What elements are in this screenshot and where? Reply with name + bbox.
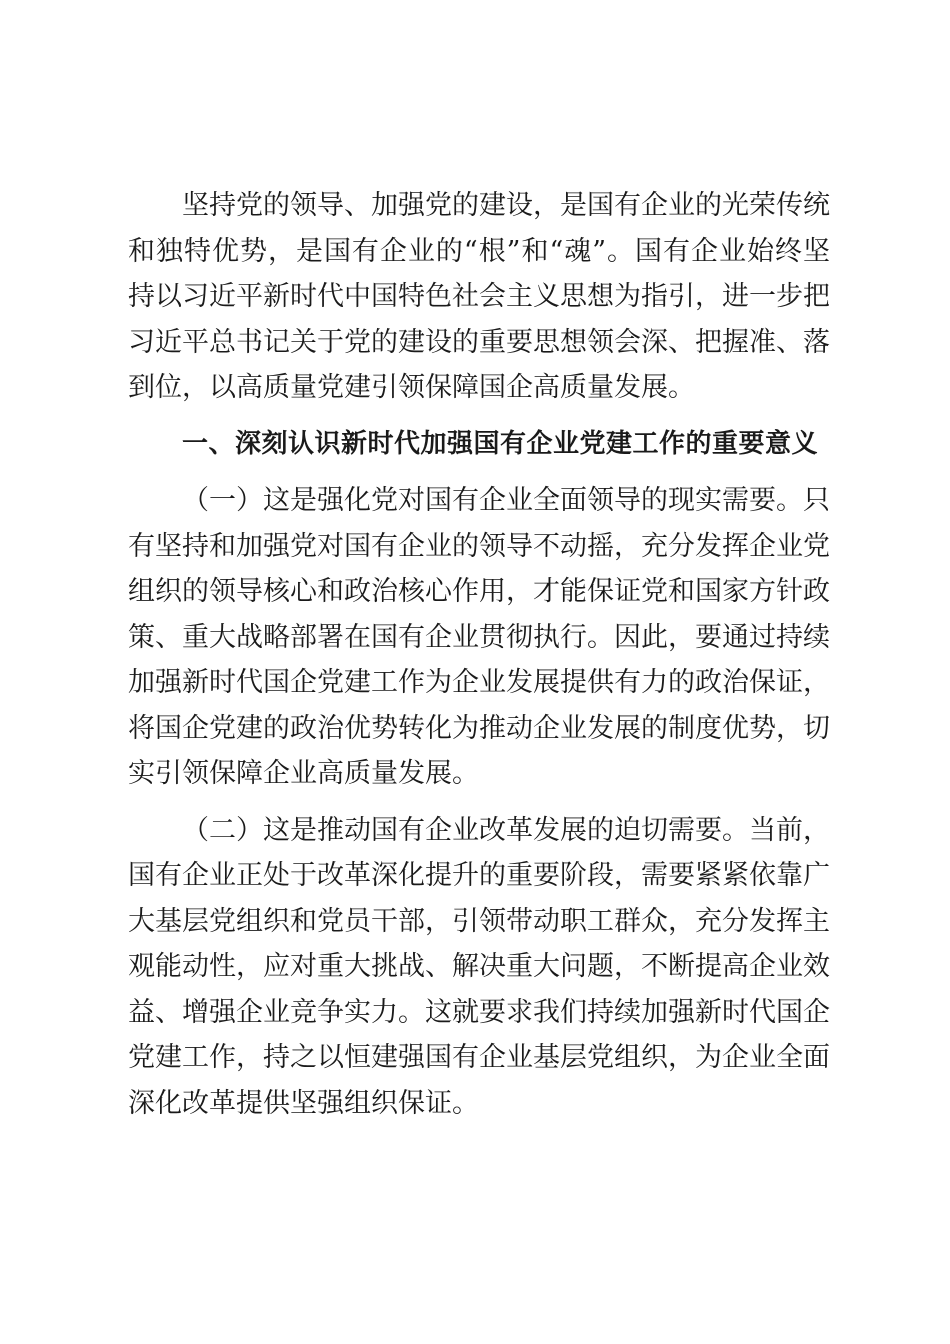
document-page — [128, 183, 830, 1126]
intro-paragraph: 坚持党的领导、加强党的建设，是国有企业的光荣传统和独特优势，是国有企业的“根”和“魂”。国有企业始终坚持以习近平新时代中国特色社会主义思想为指引，进一步把习近平总书记关于党的建设的重要思想领会深、把握准、落到位，以高质量党建引领保障国企高质量发展。 — [128, 190, 830, 403]
section-paragraph-1: （一）这是强化党对国有企业全面领导的现实需要。只有坚持和加强党对国有企业的领导不动摇，充分发挥企业党组织的领导核心和政治核心作用，才能保证党和国家方针政策、重大战略部署在国有企业贯彻执行。因此，要通过持续加强新时代国企党建工作为企业发展提供有力的政治保证，将国企党建的政治优势转化为推动企业发展的制度优势，切实引领保障企业高质量发展。 — [128, 485, 830, 789]
section-heading: 一、深刻认识新时代加强国有企业党建工作的重要意义 — [182, 428, 819, 459]
section-paragraph-2: （二）这是推动国有企业改革发展的迫切需要。当前，国有企业正处于改革深化提升的重要阶段，需要紧紧依靠广大基层党组织和党员干部，引领带动职工群众，充分发挥主观能动性，应对重大挑战、解决重大问题，不断提高企业效益、增强企业竞争实力。这就要求我们持续加强新时代国企党建工作，持之以恒建强国有企业基层党组织，为企业全面深化改革提供坚强组织保证。 — [128, 814, 830, 1119]
